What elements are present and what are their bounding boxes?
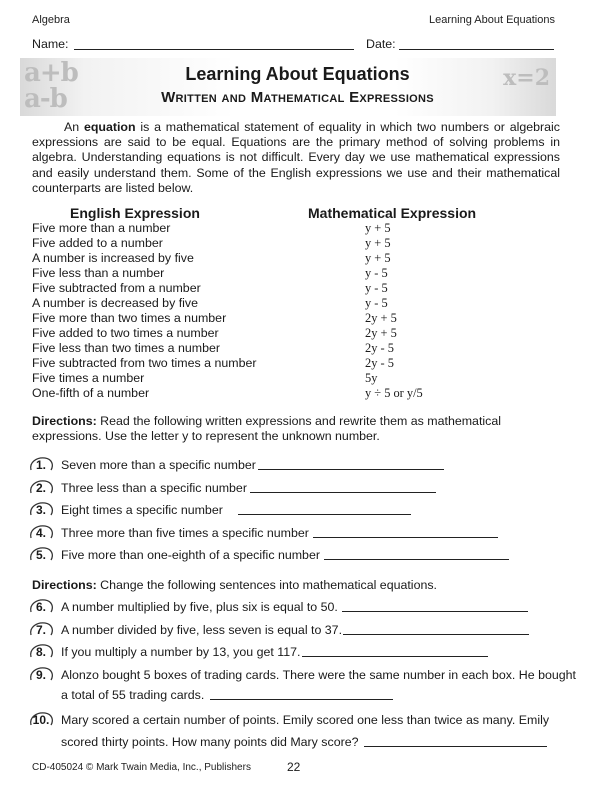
intro-term: equation bbox=[83, 120, 136, 134]
math-row: 5y bbox=[365, 371, 378, 385]
math-row: 2y - 5 bbox=[365, 341, 394, 355]
question-number: 5. bbox=[30, 548, 52, 562]
intro-paragraph bbox=[32, 120, 560, 196]
algebra-decoration-right: x=2 bbox=[503, 65, 550, 91]
math-row: y + 5 bbox=[365, 236, 391, 250]
question-number: 8. bbox=[30, 645, 52, 659]
answer-line[interactable] bbox=[250, 492, 436, 493]
math-row: y ÷ 5 or y/5 bbox=[365, 386, 423, 400]
answer-line[interactable] bbox=[343, 634, 529, 635]
date-label: Date: bbox=[366, 37, 396, 51]
number-circle-icon bbox=[27, 665, 55, 685]
english-column-header: English Expression bbox=[70, 205, 200, 221]
question-number: 9. bbox=[30, 668, 52, 682]
page-subtitle: Written and Mathematical Expressions bbox=[161, 89, 434, 106]
math-row: y - 5 bbox=[365, 266, 388, 280]
directions-text: Change the following sentences into mathematical equations. bbox=[96, 578, 437, 592]
footer-copyright: CD-405024 © Mark Twain Media, Inc., Publishers bbox=[32, 762, 251, 773]
math-row: y + 5 bbox=[365, 221, 391, 235]
directions-text: Read the following written expressions and rewrite them as mathematical expressions. Use the letter y to represent the unknown number. bbox=[32, 414, 501, 444]
question-text: Mary scored a certain number of points. Emily scored one less than twice as many. Emily bbox=[61, 713, 550, 727]
math-row: y + 5 bbox=[365, 251, 391, 265]
directions-label: Directions: bbox=[32, 414, 97, 428]
question-number: 3. bbox=[30, 503, 52, 517]
question-text: Five more than one-eighth of a specific number bbox=[61, 548, 320, 562]
english-row: Five added to two times a number bbox=[32, 326, 219, 340]
page-title: Learning About Equations bbox=[185, 64, 410, 84]
question-number: 6. bbox=[30, 600, 52, 614]
question-number: 1. bbox=[30, 458, 52, 472]
english-row: Five less than two times a number bbox=[32, 341, 221, 355]
number-circle-icon bbox=[27, 642, 55, 662]
answer-line[interactable] bbox=[313, 537, 498, 538]
question-text: A number multiplied by five, plus six is equal to 50. bbox=[61, 600, 338, 614]
page-number: 22 bbox=[287, 760, 301, 774]
number-circle-icon bbox=[27, 545, 55, 565]
math-row: 2y - 5 bbox=[365, 356, 394, 370]
english-row: One-fifth of a number bbox=[32, 386, 150, 400]
question-number: 10. bbox=[30, 713, 52, 727]
number-circle-icon bbox=[27, 620, 55, 640]
english-row: Five less than a number bbox=[32, 266, 165, 280]
question-text: If you multiply a number by 13, you get 117. bbox=[61, 645, 301, 659]
english-row: Five subtracted from two times a number bbox=[32, 356, 257, 370]
math-row: y - 5 bbox=[365, 296, 388, 310]
name-field[interactable] bbox=[74, 49, 354, 50]
answer-line[interactable] bbox=[238, 514, 411, 515]
english-row: A number is decreased by five bbox=[32, 296, 198, 310]
algebra-decoration-left: a+b a-b bbox=[24, 58, 78, 114]
english-row: Five added to a number bbox=[32, 236, 163, 250]
answer-line[interactable] bbox=[210, 699, 393, 700]
subject-label: Algebra bbox=[32, 14, 70, 26]
number-circle-icon bbox=[27, 523, 55, 543]
english-row: Five more than a number bbox=[32, 221, 171, 235]
directions-label: Directions: bbox=[32, 578, 97, 592]
question-text: Alonzo bought 5 boxes of trading cards. There were the same number in each box. He bought bbox=[61, 668, 576, 682]
question-number: 2. bbox=[30, 481, 52, 495]
question-number: 4. bbox=[30, 526, 52, 540]
question-text: Three more than five times a specific number bbox=[61, 526, 309, 540]
question-text-continued: a total of 55 trading cards. bbox=[61, 688, 205, 702]
math-row: 2y + 5 bbox=[365, 326, 397, 340]
number-circle-icon bbox=[27, 710, 55, 730]
question-text: A number divided by five, less seven is equal to 37. bbox=[61, 623, 343, 637]
topic-label: Learning About Equations bbox=[429, 14, 555, 26]
number-circle-icon bbox=[27, 478, 55, 498]
english-row: A number is increased by five bbox=[32, 251, 194, 265]
answer-line[interactable] bbox=[302, 656, 488, 657]
question-text: Eight times a specific number bbox=[61, 503, 223, 517]
question-text-continued: scored thirty points. How many points did Mary score? bbox=[61, 735, 359, 749]
intro-lead: An bbox=[64, 120, 84, 134]
english-row: Five subtracted from a number bbox=[32, 281, 201, 295]
question-text: Three less than a specific number bbox=[61, 481, 247, 495]
answer-line[interactable] bbox=[364, 746, 547, 747]
answer-line[interactable] bbox=[342, 611, 528, 612]
math-row: 2y + 5 bbox=[365, 311, 397, 325]
number-circle-icon bbox=[27, 500, 55, 520]
directions-2 bbox=[32, 578, 560, 593]
number-circle-icon bbox=[27, 597, 55, 617]
intro-body: is a mathematical statement of equality in which two numbers or algebraic expressions are said to be equal. Equations are the primary method of solving problems in algebra. Understanding equations is not difficult. Every day we use mathematical expressions and easily understand them. Some of the English expressions we use and their mathematical counterparts are listed below. bbox=[32, 120, 560, 195]
question-text: Seven more than a specific number bbox=[61, 458, 256, 472]
question-number: 7. bbox=[30, 623, 52, 637]
answer-line[interactable] bbox=[258, 469, 444, 470]
number-circle-icon bbox=[27, 455, 55, 475]
math-column-header: Mathematical Expression bbox=[308, 205, 477, 221]
english-row: Five times a number bbox=[32, 371, 145, 385]
name-label: Name: bbox=[32, 37, 69, 51]
answer-line[interactable] bbox=[324, 559, 509, 560]
directions-1 bbox=[32, 414, 560, 445]
date-field[interactable] bbox=[399, 49, 554, 50]
english-row: Five more than two times a number bbox=[32, 311, 227, 325]
math-row: y - 5 bbox=[365, 281, 388, 295]
